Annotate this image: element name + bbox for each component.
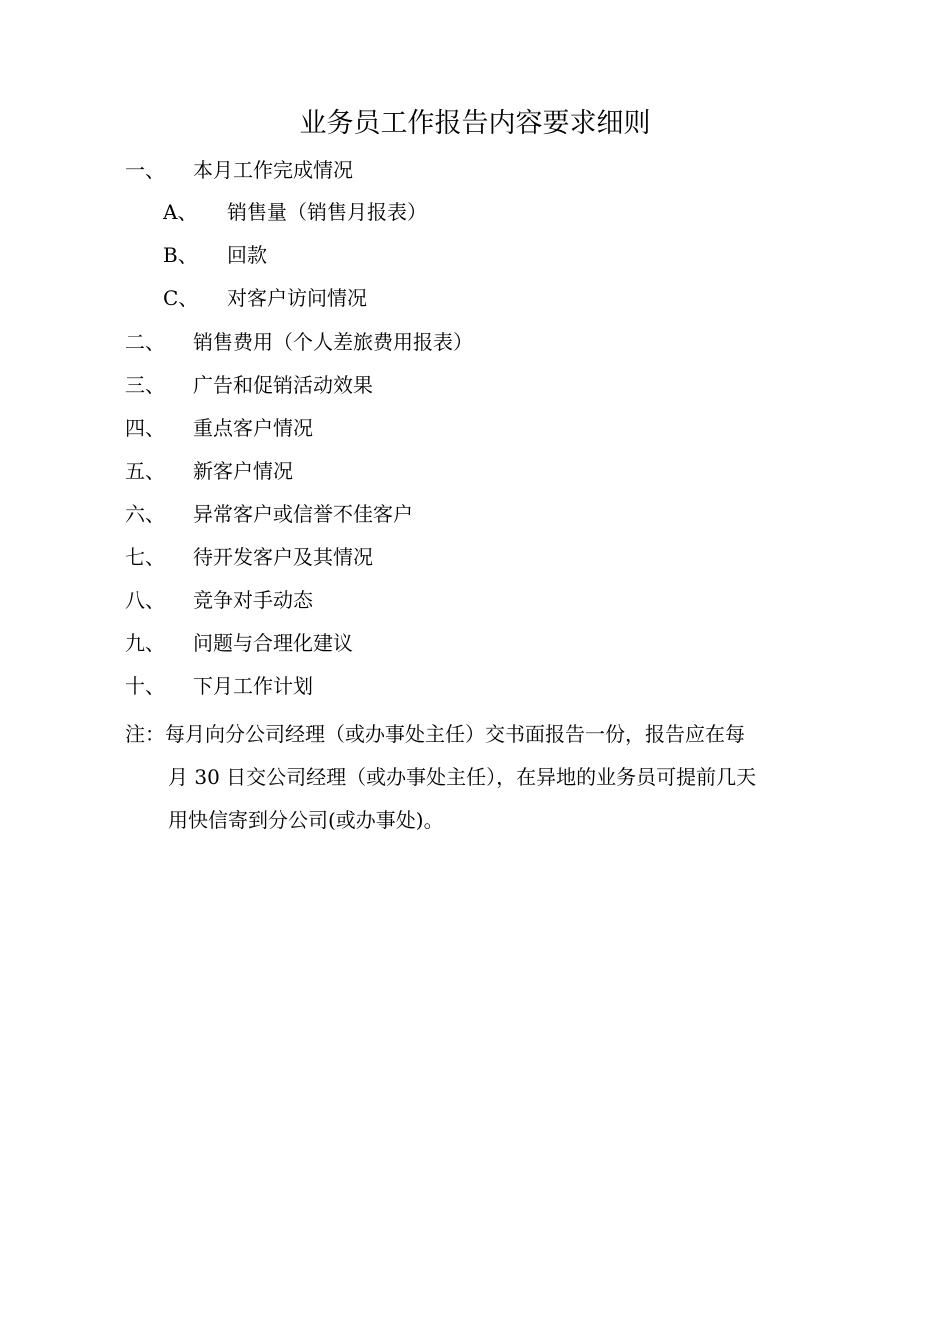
item-number: 二、 (125, 330, 165, 354)
item-number: B、 (163, 243, 198, 267)
item-number: A、 (163, 200, 198, 224)
item-text: 对客户访问情况 (227, 286, 367, 310)
item-text: 新客户情况 (193, 459, 293, 483)
page-title: 业务员工作报告内容要求细则 (299, 108, 651, 139)
item-number: 三、 (125, 373, 165, 397)
item-text: 销售费用（个人差旅费用报表） (193, 330, 473, 354)
item-text: 待开发客户及其情况 (193, 545, 373, 569)
item-text: 下月工作计划 (193, 674, 313, 698)
item-number: 六、 (125, 502, 165, 526)
item-number: C、 (163, 286, 199, 310)
item-number: 八、 (125, 588, 165, 612)
note-line: 用快信寄到分公司(或办事处)。 (168, 808, 444, 832)
item-text: 销售量（销售月报表） (227, 200, 427, 224)
item-number: 一、 (125, 158, 165, 182)
item-text: 重点客户情况 (193, 416, 313, 440)
note-line: 注：每月向分公司经理（或办事处主任）交书面报告一份，报告应在每 (125, 722, 745, 746)
item-number: 十、 (125, 674, 165, 698)
item-text: 异常客户或信誉不佳客户 (193, 502, 413, 526)
item-number: 七、 (125, 545, 165, 569)
item-number: 四、 (125, 416, 165, 440)
item-text: 本月工作完成情况 (193, 158, 353, 182)
item-text: 问题与合理化建议 (193, 631, 353, 655)
item-text: 回款 (227, 243, 267, 267)
item-number: 九、 (125, 631, 165, 655)
item-text: 竞争对手动态 (193, 588, 313, 612)
item-number: 五、 (125, 459, 165, 483)
note-line: 月 30 日交公司经理（或办事处主任），在异地的业务员可提前几天 (168, 765, 757, 789)
item-text: 广告和促销活动效果 (193, 373, 373, 397)
